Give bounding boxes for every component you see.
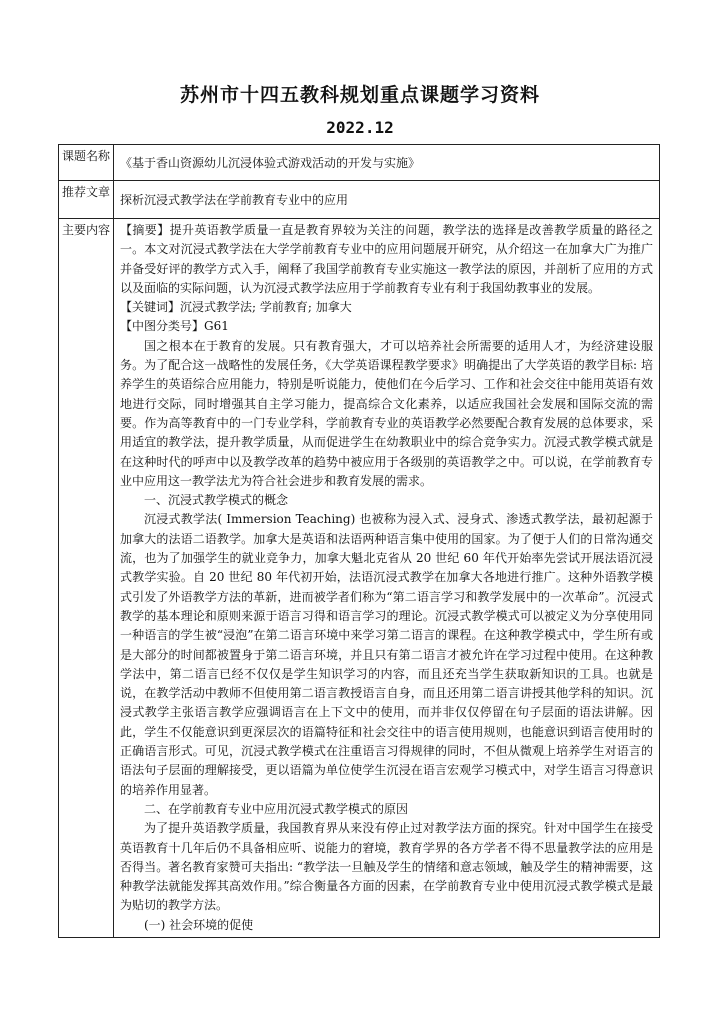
- intro-paragraph: 国之根本在于教育的发展。只有教育强大，才可以培养社会所需要的适用人才，为经济建设服务。为了配合这一战略性的发展任务，《大学英语课程教学要求》明确提出了大学英语的教学目标: 培养学生的英语综合应用能力，特别是听说能力，使他们在今后学习、工作和社会交往中能用英语有效地进行交际，同时增强其自主学习能力，提高综合文化素养，以适应我国社会发展和国际交流的需要。作为高等教育中的一门专业学科，学前教育专业的英语教学必然要配合教育发展的总体要求，采用适宜的教学法，提升教学质量，从而促进学生在幼教职业中的综合竞争实力。沉浸式教学模式就是在这种时代的呼声中以及教学改革的趋势中被应用于各级别的英语教学之中。可以说，在学前教育专业中应用这一教学法尤为符合社会进步和教育发展的需求。: [120, 338, 653, 488]
- article-label: 推荐文章: [59, 181, 114, 219]
- document-date: 2022.12: [326, 118, 394, 137]
- topic-row: [59, 145, 660, 181]
- reason-paragraph: 为了提升英语教学质量，我国教育界从来没有停止过对教学法方面的探究。针对中国学生在接受英语教育十几年后仍不具备相应听、说能力的窘境，教育学界的各方学者不得不思量教学法的应用是否得当。著名教育家赞可夫指出: “教学法一旦触及学生的情绪和意志领域，触及学生的精神需要，这种教学法就能发挥其高效作用。”综合衡量各方面的因素，在学前教育专业中使用沉浸式教学模式是最为贴切的教学方法。: [120, 821, 653, 913]
- topic-label: 课题名称: [59, 145, 114, 181]
- article-row: [59, 181, 660, 219]
- classification-line: 【中图分类号】G61: [120, 319, 229, 334]
- article-value: 探析沉浸式教学法在学前教育专业中的应用: [114, 181, 660, 219]
- topic-value: 《基于香山资源幼儿沉浸体验式游戏活动的开发与实施》: [114, 145, 660, 181]
- content-body: [114, 219, 660, 938]
- concept-paragraph: 沉浸式教学法( Immersion Teaching) 也被称为浸入式、浸身式、渗透式教学法，最初起源于加拿大的法语二语教学。加拿大是英语和法语两种语言集中使用的国家。为了便于人们的日常沟通交流，也为了加强学生的就业竞争力，加拿大魁北克省从 20 世纪 60 年代开始率先尝试开展法语沉浸式教学实验。自 20 世纪 80 年代初开始，法语沉浸式教学在加拿大各地进行推广。这种外语教学模式引发了外语教学方法的革新，进而被学者们称为“第二语言学习和教学发展中的一次革命”。沉浸式教学的基本理论和原则来源于语言习得和语言学习的理论。沉浸式教学模式可以被定义为分享使用同一种语言的学生被“浸泡”在第二语言环境中来学习第二语言的课程。在这种教学模式中，学生所有或是大部分的时间都被置身于第二语言环境，并且只有第二语言才被允许在学习过程中使用。在这种教学法中，第二语言已经不仅仅是学生知识学习的内容，而且还充当学生获取新知识的工具。也就是说，在教学活动中教师不但使用第二语言教授语言自身，而且还用第二语言讲授其他学科的知识。沉浸式教学主张语言教学应强调语言在上下文中的使用，而并非仅仅停留在句子层面的语法讲解。因此，学生不仅能意识到更深层次的语篇特征和社会交往中的语言使用规则，也能意识到语言使用时的正确语言形式。可见，沉浸式教学模式在注重语言习得规律的同时，不但从微观上培养学生对语言的语法句子层面的理解接受，更以语篇为单位使学生沉浸在语言宏观学习模式中，对学生语言习得意识的培养作用显著。: [120, 512, 653, 797]
- keywords-line: 【关键词】沉浸式教学法; 学前教育; 加拿大: [120, 300, 352, 315]
- content-row: [59, 219, 660, 938]
- section-heading-2: 二、在学前教育专业中应用沉浸式教学模式的原因: [144, 801, 409, 816]
- document-title: 苏州市十四五教科规划重点课题学习资料: [179, 84, 540, 106]
- study-material-table: [58, 144, 660, 938]
- section-heading-1: 一、沉浸式教学模式的概念: [144, 493, 289, 508]
- abstract-paragraph: 【摘要】提升英语教学质量一直是教育界较为关注的问题，教学法的选择是改善教学质量的路径之一。本文对沉浸式教学法在大学学前教育专业中的应用问题展开研究，从介绍这一在加拿大广为推广并备受好评的教学方式入手，阐释了我国学前教育专业实施这一教学法的原因，并剖析了应用的方式以及面临的实际问题，认为沉浸式教学法应用于学前教育专业有利于我国幼教事业的发展。: [120, 223, 653, 295]
- content-label: 主要内容: [59, 219, 114, 938]
- subsection-heading-1: (一) 社会环境的促使: [144, 917, 254, 932]
